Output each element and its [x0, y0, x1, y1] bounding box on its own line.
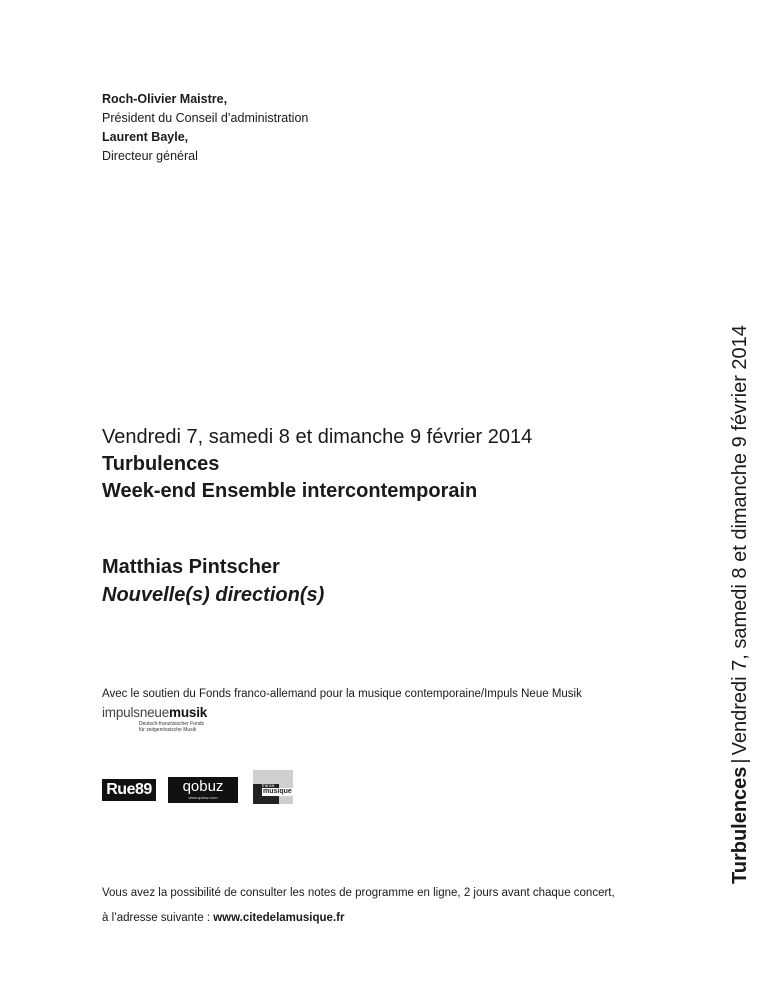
- online-notes-line1: Vous avez la possibilité de consulter les notes de programme en ligne, 2 jours avant chaque concert,: [102, 887, 615, 899]
- qobuz-url: www.qobuz.com: [188, 795, 218, 800]
- qobuz-logo: [168, 777, 238, 803]
- director-role: Directeur général: [102, 149, 198, 163]
- spine-title: Turbulences: [729, 766, 751, 884]
- credits-block: [102, 90, 308, 166]
- support-text: Avec le soutien du Fonds franco-allemand pour la musique contemporaine/Impuls Neue Musik: [102, 688, 582, 700]
- spine-text: [728, 310, 752, 884]
- impuls-tagline-1: Deutsch-französischer Fonds: [139, 721, 205, 727]
- director-name: Laurent Bayle,: [102, 130, 189, 144]
- qobuz-wordmark: qobuz: [182, 778, 224, 795]
- rue89-logo: Rue89: [102, 779, 156, 801]
- france-musique-big: musique: [263, 788, 292, 795]
- president-role: Président du Conseil d’administration: [102, 111, 309, 125]
- work-title: Nouvelle(s) direction(s): [102, 584, 325, 606]
- president-name: Roch-Olivier Maistre,: [102, 92, 228, 106]
- online-notes-line2: à l’adresse suivante : www.citedelamusique.fr: [102, 912, 345, 924]
- spine-date: Vendredi 7, samedi 8 et dimanche 9 février 2014: [729, 325, 751, 756]
- online-notes: [102, 881, 615, 931]
- website-link[interactable]: www.citedelamusique.fr: [213, 912, 345, 924]
- concert-heading: [102, 553, 324, 609]
- event-date: Vendredi 7, samedi 8 et dimanche 9 février 2014: [102, 426, 533, 448]
- impuls-neue-musik-logo: [102, 705, 207, 733]
- france-musique-small: france: [262, 783, 275, 788]
- impuls-wordmark: impulsneuemusik: [102, 705, 208, 720]
- spine-separator: |: [729, 758, 751, 764]
- france-musique-logo: [253, 770, 293, 804]
- event-title: Turbulences: [102, 453, 220, 475]
- event-subtitle: Week-end Ensemble intercontemporain: [102, 480, 478, 502]
- event-heading: [102, 424, 532, 505]
- artist-name: Matthias Pintscher: [102, 556, 280, 578]
- impuls-tagline-2: für zeitgenössische Musik: [139, 727, 197, 733]
